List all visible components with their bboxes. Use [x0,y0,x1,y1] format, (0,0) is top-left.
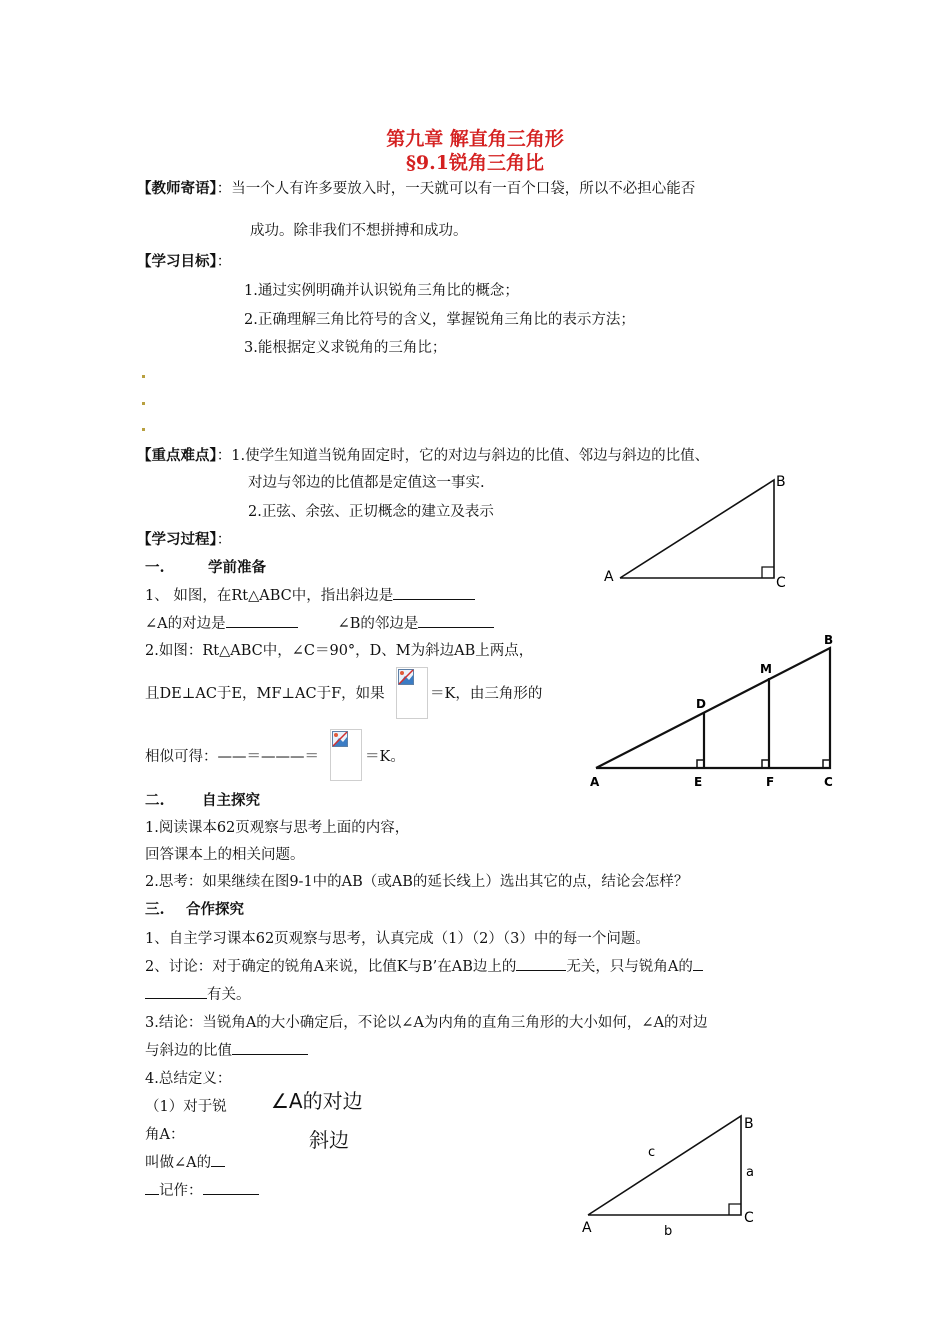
key-points-line2: 对边与邻边的比值都是定值这一事实. [248,475,485,491]
answer-blank[interactable] [226,613,298,628]
part1-heading: 学前准备 [208,559,266,576]
section-title: §9.1锐角三角比 [406,152,544,174]
triangle-edges [596,648,830,768]
part1-q2-line2b: ＝K，由三角形的 [430,686,543,702]
answer-blank[interactable] [418,613,494,628]
right-angle-mark [762,567,774,578]
label-b: B [744,1116,754,1132]
triangle-figure-2 [584,628,840,792]
part3-line2: 2、讨论：对于确定的锐角A来说，比值K与B’在AB边上的 无关，只与锐角A的 [145,955,703,976]
part1-num: 一. [145,559,165,576]
part2-line1: 1.阅读课本62页观察与思考上面的内容， [145,820,410,836]
label-f: F [766,775,775,789]
part1-q2-line3a: 相似可得：——＝———＝ [145,749,319,765]
part1-q2-line3b: ＝K。 [365,749,405,765]
label-a: A [582,1220,592,1236]
part3-line1: 1、自主学习课本62页观察与思考，认真完成（1）（2）（3）中的每一个问题。 [145,931,650,947]
side-c-label: c [648,1145,656,1160]
part3-heading: 合作探究 [186,901,244,918]
label-d: D [696,697,706,711]
answer-blank[interactable] [203,1180,259,1195]
label-c: C [744,1210,754,1226]
definition-line3: 叫做∠A的 [145,1151,225,1172]
label-b: B [824,633,834,647]
decor-dot [142,428,145,431]
chapter-title: 第九章 解直角三角形 [386,128,564,150]
label-c: C [824,775,833,789]
label-a: A [590,775,600,789]
goal-item-3: 3.能根据定义求锐角的三角比； [244,340,447,356]
formula-image [330,729,362,781]
label-c: C [776,575,786,590]
part2-num: 二. [145,792,165,809]
teacher-words-line1: 【教师寄语】：当一个人有许多要放入时，一天就可以有一百个口袋，所以不必担心能否 [137,180,696,197]
label-m: M [760,662,772,676]
answer-blank[interactable] [516,956,566,971]
definition-line1: （1）对于锐 [145,1099,227,1115]
label-e: E [694,775,703,789]
answer-blank[interactable] [693,956,703,971]
key-points-line1: 【重点难点】：1.使学生知道当锐角固定时，它的对边与斜边的比值、邻边与斜边的比值、 [137,447,710,464]
key-points-line3: 2.正弦、余弦、正切概念的建立及表示 [248,504,494,520]
answer-blank[interactable] [232,1040,308,1055]
goals-heading: 【学习目标】： [137,253,232,270]
formula-image [396,667,428,719]
decor-dot [142,375,145,378]
broken-image-icon [398,669,414,685]
answer-blank[interactable] [145,1180,159,1195]
goal-item-2: 2.正确理解三角比符号的含义，掌握锐角三角比的表示方法； [244,312,635,328]
triangle-edges [588,1116,741,1215]
side-b-label: b [664,1224,673,1239]
part3-line4: 4.总结定义： [145,1071,232,1087]
part2-heading: 自主探究 [202,792,260,809]
broken-image-icon [332,731,348,747]
teacher-words-label: 【教师寄语】 [137,180,217,197]
part3-line3-cont: 与斜边的比值 [145,1039,308,1060]
triangle-figure-3 [578,1108,778,1244]
answer-blank[interactable] [393,585,475,600]
part3-line3: 3.结论：当锐角A的大小确定后，不论以∠A为内角的直角三角形的大小如何，∠A的对边 [145,1015,708,1031]
teacher-words-line2: 成功。除非我们不想拼搏和成功。 [250,223,468,239]
part2-line3: 2.思考：如果继续在图9-1中的AB（或AB的延长线上）选出其它的点，结论会怎样？ [145,874,689,890]
fraction-numerator: ∠A的对边 [271,1089,363,1113]
part1-q1-line1: 1、 如图，在Rt△ABC中，指出斜边是 [145,584,475,605]
answer-blank[interactable] [145,984,207,999]
triangle-edges [620,480,774,578]
right-angle-mark [729,1204,741,1215]
part3-num: 三. [145,901,165,918]
side-a-label: a [746,1165,754,1180]
definition-line4: 记作： [145,1179,259,1200]
part1-q2-line2a: 且DE⊥AC于E，MF⊥AC于F，如果 [145,686,385,702]
fraction-denominator: 斜边 [309,1128,349,1152]
part1-q2-line1: 2.如图：Rt△ABC中，∠C＝90°，D、M为斜边AB上两点， [145,643,534,659]
definition-line2: 角A： [145,1127,185,1143]
goal-item-1: 1.通过实例明确并认识锐角三角比的概念； [244,283,519,299]
answer-blank[interactable] [211,1152,225,1167]
process-heading: 【学习过程】： [137,531,232,548]
decor-dot [142,402,145,405]
part2-line2: 回答课本上的相关问题。 [145,847,305,863]
part1-q1-line2: ∠A的对边是 ∠B的邻边是 [145,612,494,633]
label-a: A [604,569,614,585]
triangle-figure-1 [596,470,796,590]
label-b: B [776,474,786,490]
part3-line2-cont: 有关。 [145,983,251,1004]
